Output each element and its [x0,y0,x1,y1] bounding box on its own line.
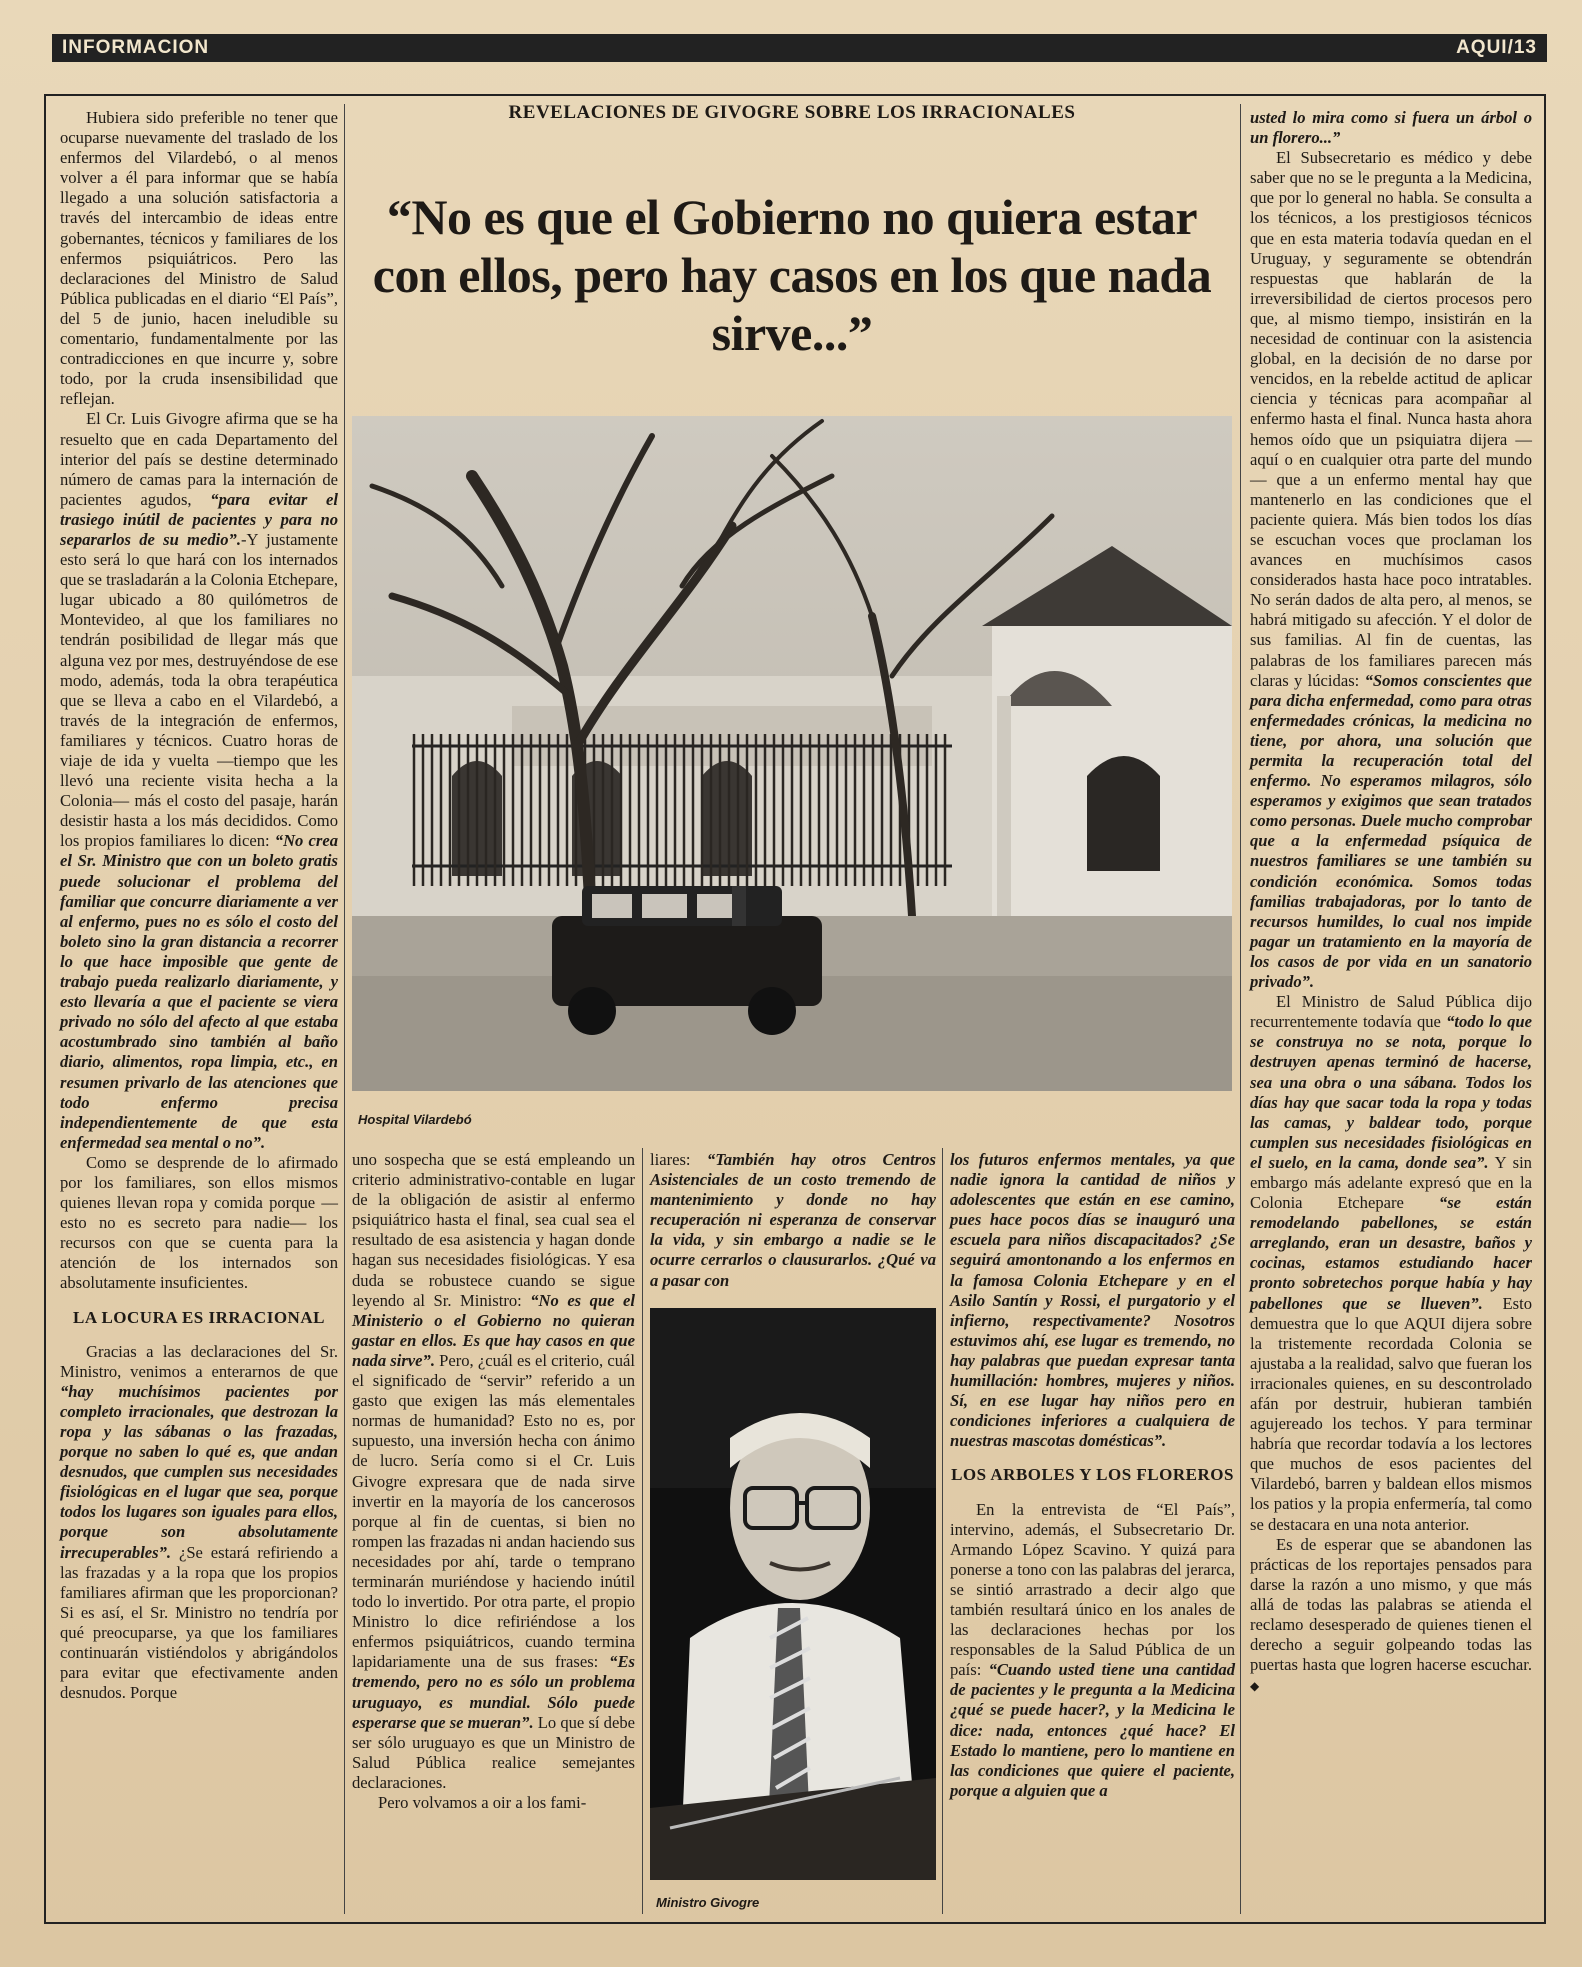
paragraph: Hubiera sido preferible no tener que ocuparse nuevamente del traslado de los enfermos del Vilardebó, o al menos volver a él para informar que se había llegado a una solución satisfactoria a través del intercambio de ideas entre gobernantes, técnicos y familiares de los enfermos psiquiátricos. Pero las declaraciones del Ministro de Salud Pública publicadas en el diario “El País”, del 5 de junio, hacen ineludible su comentario, fundamentalmente por las contradicciones en que incurre y, sobre todo, por la cruda insensibilidad que reflejan. [60,108,338,409]
column-rule [942,1148,943,1914]
article-kicker: REVELACIONES DE GIVOGRE SOBRE LOS IRRACIONALES [508,102,1076,123]
paragraph [950,1500,1235,1801]
text-run: Es de esperar que se abandonen las prácticas de los reportajes pensados para darse la razón a uno mismo, y que más allá de todas las palabras se atienda el reclamo desesperado de quienes tienen el derecho a seguir golpeando todas las puertas hasta que logren hacerse escuchar. [1250,1534,1532,1675]
subhead-locura: LA LOCURA ES IRRACIONAL [73,1307,325,1327]
quote-run: “Es tremendo, pero no es sólo un problema uruguayo, es mundial. Sólo puede esperarse que se mueran”. [352,1652,635,1732]
subhead-arboles: LOS ARBOLES Y LOS FLOREROS [951,1465,1234,1485]
quote-run: “para evitar el trasiego inútil de pacientes y para no separarlos de su medio”. [60,489,338,549]
column-3b [950,1150,1235,1801]
text-run: uno sospecha que se está empleando un criterio administrativo-contable en lugar de la obligación de asistir al enfermo psiquiátrico hasta el final, sea cual sea el resultado de esa asistencia y hagan donde hagan sus necesidades fisiológicas. Y esa duda se robustece cuando se sigue leyendo al Sr. Ministro: [352,1150,635,1310]
text-run: El Subsecretario es médico y debe saber que no se le pregunta a la Medicina, que por lo general no habla. Se consulta a los técnicos, a los prestigiosos técnicos que en esta materia todavía quedan en el Uruguay, y seguramente se obtendrán respuestas que hablarán de la irreversibilidad de ciertos procesos pero que, al mismo tiempo, insistirán en la necesidad de continuar con la asistencia global, en la decisión de no darse por vencidos, en la rebelde actitud de aplicar ciencia y técnicas para acompañar al enfermo hasta el final. Nunca hasta ahora hemos oído que un psiquiatra dijera —aquí o en cualquier otra parte del mundo— que a un enfermo mental hay que mantenerlo en las condiciones que el paciente quiera. Más bien todos los días se escuchan voces que proclaman los avances en muchísimos casos considerados hasta hace poco intratables. No serán dados de alta pero, al menos, se habrá mitigado su afección. Y el dolor de sus familias. Al fin de cuentas, las palabras de los familiares parecen más claras y lúcidas: [1250,148,1532,690]
paragraph [1250,1535,1532,1697]
paragraph [650,1150,936,1291]
quote-run: “También hay otros Centros Asistenciales de un costo tremendo de mantenimiento y donde no hay recuperación ni esperanza de conservar la vida, y sin embargo a nadie se le ocurre cerrarlos o clausurarlos. ¿Qué va a pasar con [650,1150,936,1290]
text-run: El Ministro de Salud Pública dijo recurrentemente todavía que [1250,992,1532,1032]
quote-run: “todo lo que se construya no se nota, porque lo destruyen apenas terminó de hacerse, sea una obra o una sábana. Todos los días hay que sacar toda la ropa y todas las camas, y baldear todo, porque cumplen sus necesidades fisiológicas en el suelo, en la cama, donde sea”. [1250,1012,1532,1172]
column-rule [642,1148,643,1914]
hospital-illustration [352,416,1232,1091]
text-run: Lo que sí debe ser sólo uruguayo es que un Ministro de Salud Pública realice semejantes declaraciones. [352,1712,635,1792]
text-run: liares: [650,1150,707,1169]
minister-photo-caption: Ministro Givogre [656,1895,760,1910]
text-run: El Cr. Luis Givogre afirma que se ha resuelto que en cada Departamento del interior del país se destine determinado número de camas para la internación de pacientes agudos, [60,409,338,509]
quote-run: “se están remodelando pabellones, se están arreglando, eran un desastre, baños y cocinas, estamos estudiando hacer pronto sobretechos porque había y hay pabellones que se llueven”. [1250,1193,1532,1313]
quote-run: “No es que el Ministerio o el Gobierno no quieran gastar en ellos. Es que hay casos en que nada sirve”. [352,1290,635,1370]
paragraph: los futuros enfermos mentales, ya que nadie ignora la cantidad de niños y adolescentes que están en ese camino, pues hace pocos días se inauguró una escuela para niños discapacitados? ¿Se seguirá amontonando a los enfermos en la famosa Colonia Etchepare y en el Asilo Santín y Rossi, el purgatorio y el infierno, respectivamente? Nosotros estuvimos ahí, ese lugar es tremendo, no hay palabras que puedan expresar tanta humillación: hombres, mujeres y niños. Sí, en ese lugar hay niños pero en condiciones inferiores a cualquiera de nuestras mascotas domésticas”. [950,1150,1235,1451]
paragraph: Como se desprende de lo afirmado por los familiares, son ellos mismos quienes llevan ropa y comida porque —esto no es secreto para nadie— los recursos con que se cuenta para la atención de los internados son absolutamente insuficientes. [60,1152,338,1293]
text-run: Y sin embargo más adelante expresó que en la Colonia Etchepare [1250,1152,1532,1213]
quote-run: “Somos conscientes que para dicha enfermedad, como para otras enfermedades crónicas, la medicina no tiene, por ahora, una solución que permita la recuperación total del enfermo. No esperamos milagros, sólo esperamos y exigimos que sean tratados como personas. Duele mucho comprobar que a la enfermedad psíquica de nuestros familiares se une también su condición económica. Somos todas familias trabajadoras, por lo tanto de recursos humildes, lo cual nos impide pagar un tratamiento en la mayoría de los casos de por vida en un sanatorio privado”. [1250,670,1533,992]
section-name: INFORMACION [62,37,210,58]
paragraph [1250,992,1532,1535]
paragraph [60,409,338,1152]
hospital-photo [352,416,1232,1091]
column-1 [60,108,338,1703]
section-header-bar [52,34,1547,62]
column-rule [1240,104,1241,1914]
text-run: Esto demuestra que lo que AQUI dijera sobre la tristemente recordada Colonia se ajustaba a la realidad, salvo que fueran los irracionales quienes, en su descontrolado afán por destruir, hubieran también agujereado los techos. Y para terminar habría que recordar todavía a los lectores que muchos de esos pacientes del Vilardebó, barren y baldean ellos mismos los patios y la propia enfermería, tal como se destacara en una nota anterior. [1250,1293,1532,1534]
minister-portrait [650,1308,936,1880]
end-mark: ◆ [1250,1679,1260,1694]
quote-run: “Cuando usted tiene una cantidad de pacientes y le pregunta a la Medicina ¿qué se puede hacer?, y la Medicina le dice: nada, entonces ¿qué hace? El Estado lo mantiene, pero lo mantiene en las condiciones que quiere el paciente, porque a alguien que a [950,1660,1236,1800]
quote-run: “No crea el Sr. Ministro que con un boleto gratis puede solucionar el problema del familiar que concurre diariamente a ver al enfermo, pues no es sólo el costo del boleto sino la gran distancia a recorrer lo que hace imposible que gente de trabajo pueda realizarlo diariamente, y esto llevaría a que el paciente se viera privado no sólo del afecto al que estaba acostumbrado sino también al baño diario, alimentos, ropa limpia, etc., en resumen privarlo de las atenciones que todo enfermo precisa independientemente de que esta enfermedad sea mental o no”. [60,831,338,1152]
paragraph [60,1342,338,1704]
page-number: AQUI/13 [1456,37,1537,58]
text-run: En la entrevista de “El País”, intervino, además, el Subsecretario Dr. Armando López Scavino. Y quizá para ponerse a tono con las palabras del jerarca, se sintió arrastrado a decir algo que también resultará único en los anales de las declaraciones hechas por los responsables de la Salud Pública de un país: [950,1499,1235,1680]
paragraph: Pero volvamos a oir a los fami- [378,1793,587,1812]
text-run: Gracias a las declaraciones del Sr. Ministro, venimos a enterarnos de que [60,1341,338,1381]
text-run: Pero, ¿cuál es el criterio, cuál el significado de “servir” referido a un gasto que exigen las más elementales normas de humanidad? Esto no es, por supuesto, una inversión hecha con ánimo de lucro. Sería como si el Cr. Luis Givogre expresara que de nada sirve invertir en la mayoría de los cancerosos porque al fin de cuentas, si bien no rompen las frazadas ni andan haciendo sus necesidades por ahí, tarde o temprano terminarán muriéndose y haciendo inútil todo lo invertido. Por otra parte, el propio Ministro lo dice refiriéndose a los enfermos psiquiátricos, cuando termina lapidariamente una de sus frases: [352,1350,636,1672]
column-2 [352,1150,635,1813]
paragraph [1250,148,1532,992]
text-run: ¿Se estará refiriendo a las frazadas y a la ropa que los propios familiares afirman que les proporcionan? Si es así, el Sr. Ministro no tendría por qué preocuparse, ya que los familiares continuarán vistiéndolos y abrigándolos para evitar que efectivamente anden desnudos. Porque [60,1542,338,1703]
quote-run: “hay muchísimos pacientes por completo irracionales, que destrozan la ropa y las sábanas o las frazadas, porque no saben lo qué es, que andan desnudos, que cumplen sus necesidades fisiológicas en el lugar que sea, porque todos los lugares son iguales para ellos, porque son absolutamente irrecuperables”. [60,1381,338,1562]
paragraph [352,1150,635,1793]
hospital-photo-caption: Hospital Vilardebó [358,1112,472,1127]
column-4 [1250,108,1532,1696]
column-rule [344,104,345,1914]
text-run: -Y justamente esto será lo que hará con los internados que se trasladarán a la Colonia Etchepare, lugar ubicado a 80 quilómetros de Montevideo, al que los familiares no tendrán posibilidad de llegar más que alguna vez por mes, destruyéndose de ese modo, además, toda la obra terapéutica que se lleva a cabo en el Vilardebó, a través de la integración de enfermos, familiares y técnicos. Cuatro horas de viaje de ida y vuelta —tiempo que les llevó una reciente visita hecha a la Colonia— más el costo del pasaje, harán desistir hasta a los más decididos. Como los propios familiares lo dicen: [60,529,338,851]
column-3-top [650,1150,936,1291]
paragraph: usted lo mira como si fuera un árbol o un florero...” [1250,108,1532,148]
article-headline: “No es que el Gobierno no quiera estar con ellos, pero hay casos en los que nada sirve...” [372,189,1212,361]
minister-photo [650,1308,936,1880]
